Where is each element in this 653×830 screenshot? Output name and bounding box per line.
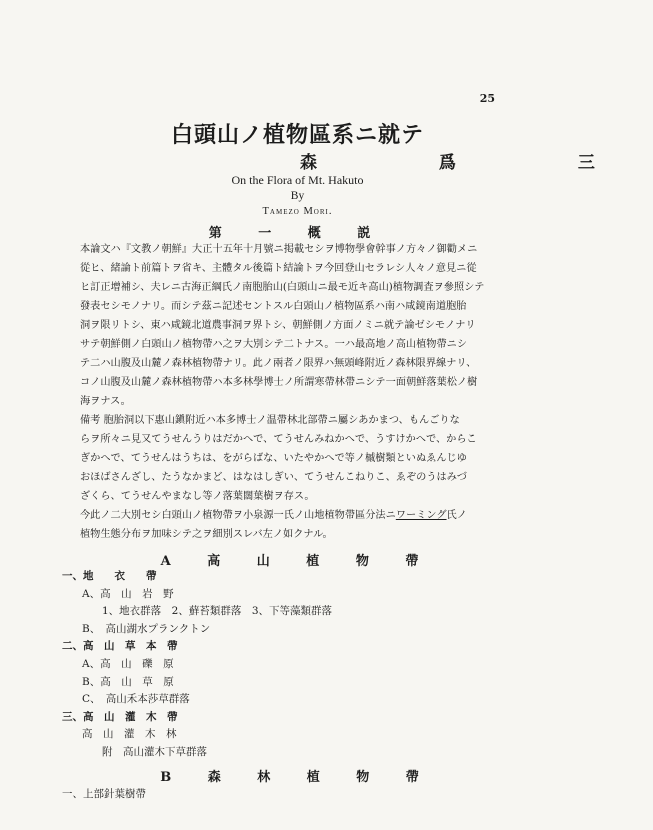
text-line: テ二ハ山腹及山麓ノ森林植物帶ナリ。此ノ兩者ノ限界ハ無頭峰附近ノ森林限界線ナリ、 (80, 358, 477, 369)
outline-item: 1、地衣群落 2、蘚苔類群落 3、下等藻類群落 (102, 605, 333, 618)
section-heading-1: 第 一 概 説 (208, 226, 387, 241)
author-english: Tamezo Mori. (262, 206, 333, 217)
outline-item: 附 高山灌木下草群落 (102, 746, 207, 758)
outline-item: A、高 山 岩 野 (82, 587, 174, 600)
outline-item: B、 高山湖水プランクトン (82, 622, 211, 635)
outline-item: 高 山 灌 木 林 (82, 728, 177, 741)
by-line: By (290, 190, 305, 202)
outline-item: 一、地 衣 帶 (62, 570, 157, 582)
outline-item: C、 高山禾本莎草群落 (82, 693, 190, 706)
text-line: コノ山腹及山麓ノ森林植物帶ハ本多林學博士ノ所謂寒帶林帶ニシテ一面朝鮮落葉松ノ樹 (80, 377, 478, 388)
outline-item: 二、高 山 草 本 帶 (62, 640, 178, 653)
text-line: 備考 胞胎洞以下惠山鎭附近ハ本多博士ノ温帶林北部帶ニ屬シあかまつ、もんごりな (80, 415, 460, 426)
section-heading-b: B 森 林 植 物 帶 (160, 770, 435, 785)
outline-item-b1: 一、上部針葉樹帶 (62, 788, 146, 800)
outline-item: B、高 山 草 原 (82, 675, 174, 688)
paragraph-3-note (80, 411, 530, 506)
outline-list-a (62, 568, 532, 768)
text-line: らヲ所々ニ見又てうせんうりはだかへで、てうせんみねかへで、うすけかへで、からこ (80, 434, 477, 445)
page-number: 25 (479, 92, 495, 105)
text-line: ざくら、てうせんやまなし等ノ落葉闊葉樹ヲ存ス。 (80, 491, 315, 502)
paragraph-2 (80, 335, 530, 411)
text-line: 本論文ハ『文教ノ朝鮮』大正十五年十月號ニ掲載セシヲ博物學會幹事ノ方々ノ御勸メニ (80, 244, 478, 255)
underlined-name: ワーミング (395, 510, 447, 521)
outline-item: A、高 山 礫 原 (82, 658, 174, 670)
text-line: おほばさんざし、たうなかまど、はなはしぎい、てうせんこねりこ、ゑぞのうはみづ (80, 472, 467, 483)
text-line: 洞ヲ限リトシ、東ハ咸鏡北道農事洞ヲ界トシ、朝鮮側ノ方面ノミニ就テ論ゼシモノナリ (80, 320, 476, 331)
text-line: ぎかへで、てうせんはうちは、をがらばな、いたやかへで等ノ槭樹類といぬゑんじゆ (80, 453, 467, 464)
text-line: サテ朝鮮側ノ白頭山ノ植物帶ハ之ヲ大別シテ二トナス。一ハ最高地ノ高山植物帶ニシ (80, 339, 468, 350)
article-title: 白頭山ノ植物區系ニ就テ (170, 122, 424, 148)
text-line: 海ヲナス。 (80, 396, 131, 407)
paragraph-1 (80, 240, 530, 335)
text-line: 植物生態分布ヲ加味シテ之ヲ細別スレバ左ノ如クナル。 (80, 529, 333, 540)
text-line: 發表セシモノナリ。而シテ茲ニ記述セントスル白頭山ノ植物區系ハ南ハ咸鏡南道胞胎 (80, 301, 467, 312)
english-title: On the Flora of Mt. Hakuto (231, 173, 364, 187)
outline-item: 三、高 山 灌 木 帶 (62, 710, 178, 723)
author-japanese: 森 爲 三 (300, 153, 653, 173)
text-line: 從ヒ、緒論ト前篇トヲ省キ、主體タル後篇ト結論トヲ今回登山セラレシ人々ノ意見ニ從 (80, 263, 477, 274)
section-heading-a: A 高 山 植 物 帶 (160, 554, 435, 569)
text-line: ヒ訂正增補シ、夫レニ古海正綱氏ノ南胞胎山(白頭山ニ最モ近キ高山)植物調査ヲ參照シテ (80, 282, 485, 293)
paragraph-4 (80, 506, 530, 544)
text-line: 今此ノ二大別セシ白頭山ノ植物帶ヲ小泉源一氏ノ山地植物帶區分法ニワーミング氏ノ (80, 510, 467, 521)
